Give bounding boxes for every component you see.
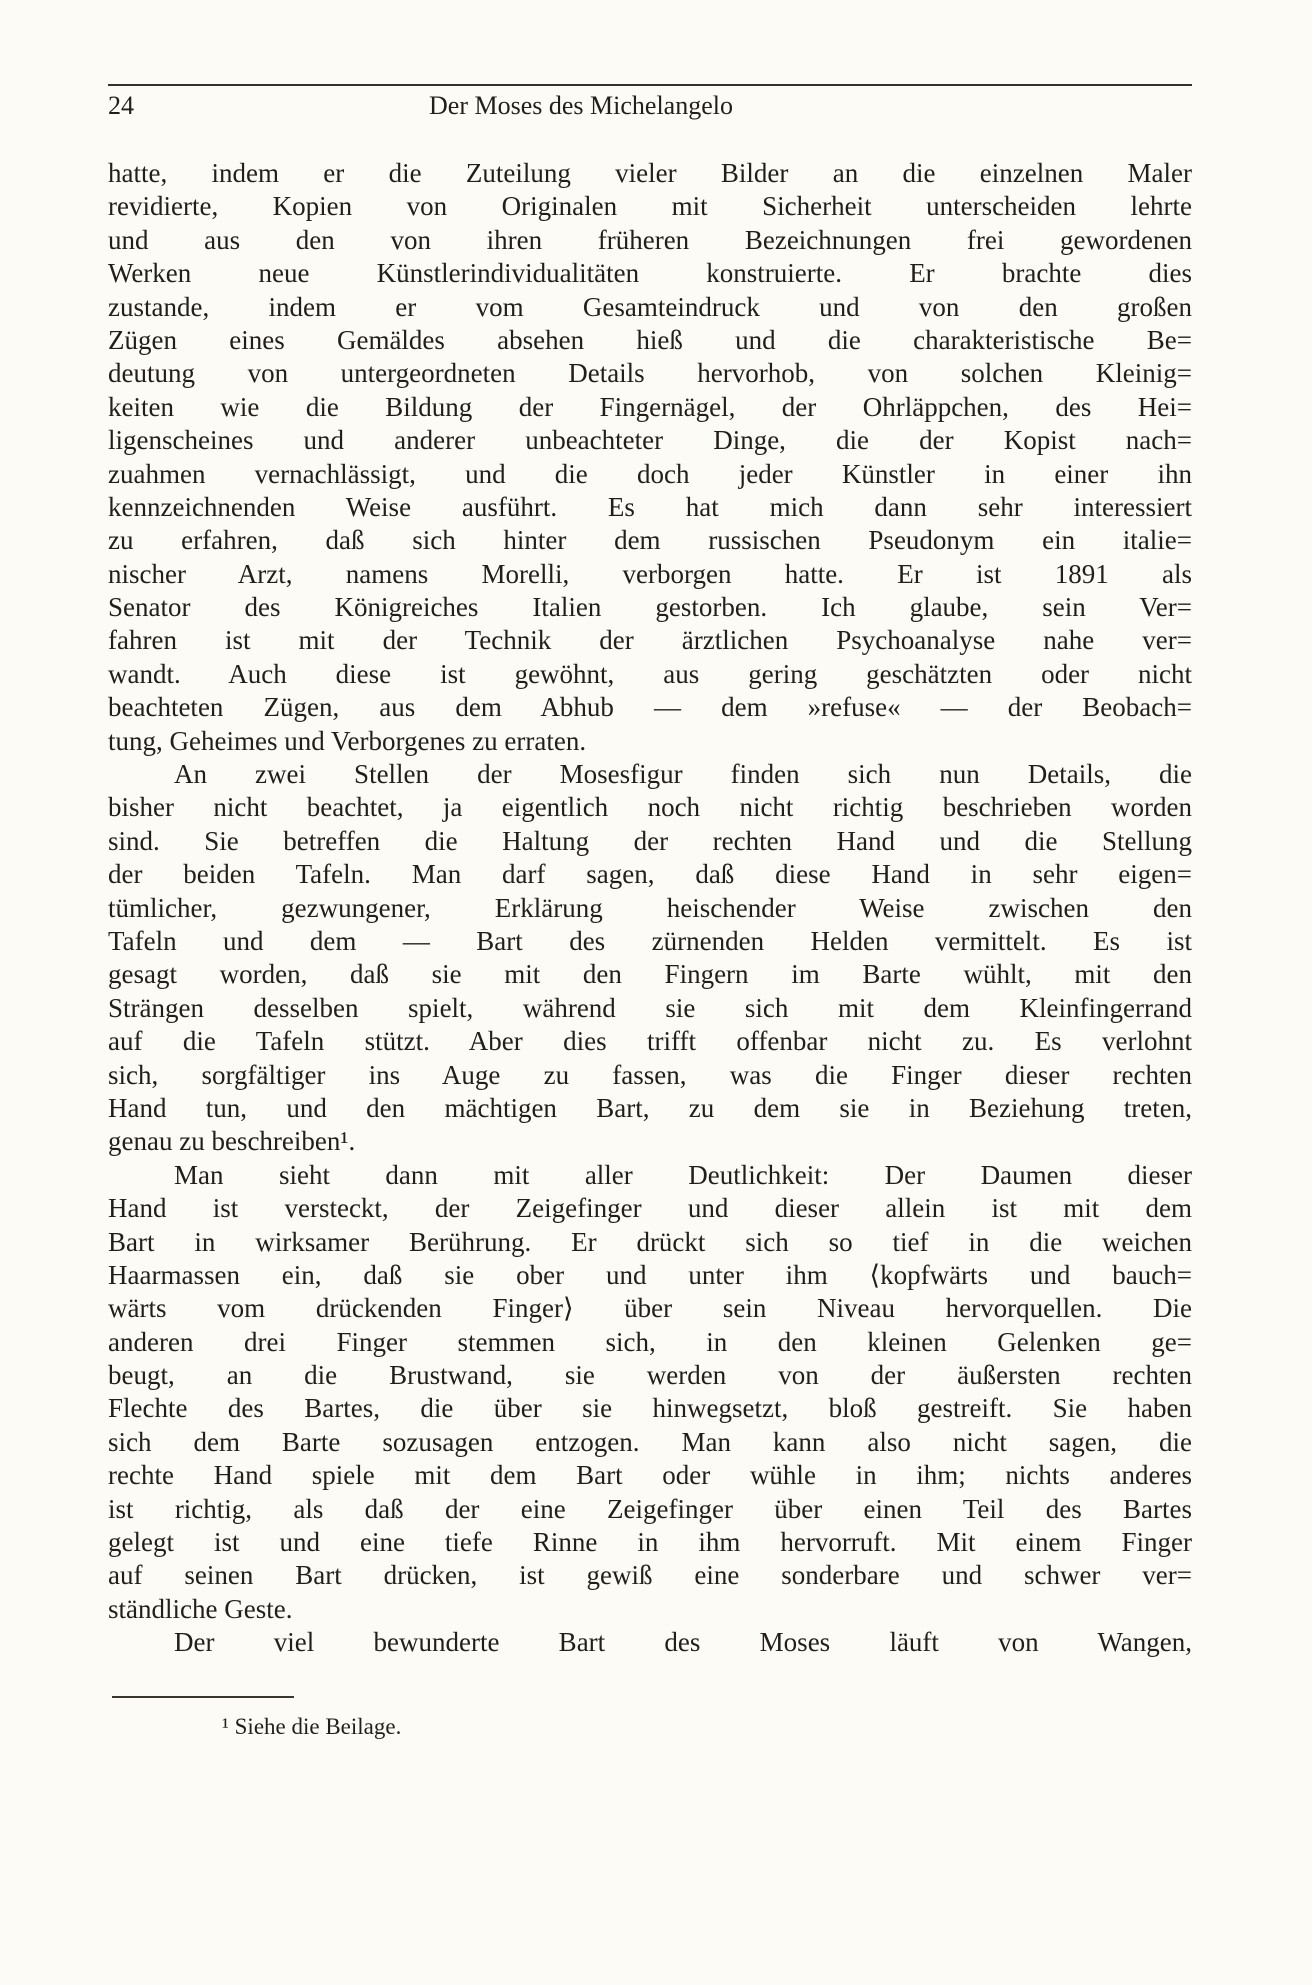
text-line: Man sieht dann mit aller Deutlichkeit: Der Daumen dieser: [174, 1159, 1192, 1190]
header-rule: [108, 84, 1192, 86]
text-line: Zügen eines Gemäldes absehen hieß und die charakteristische Be=: [108, 324, 1192, 355]
text-line: genau zu beschreiben¹.: [108, 1126, 356, 1157]
text-line: Bart in wirksamer Berührung. Er drückt sich so tief in die weichen: [108, 1226, 1192, 1257]
text-line: hatte, indem er die Zuteilung vieler Bilder an die einzelnen Maler: [108, 158, 1192, 188]
text-line: tung, Geheimes und Verborgenes zu erraten.: [108, 725, 587, 756]
text-line: fahren ist mit der Technik der ärztlichen Psychoanalyse nahe ver=: [108, 625, 1192, 656]
text-line: sich dem Barte sozusagen entzogen. Man kann also nicht sagen, die: [108, 1426, 1192, 1457]
footnote: [108, 1712, 1192, 1742]
text-line: nischer Arzt, namens Morelli, verborgen hatte. Er ist 1891 als: [108, 558, 1192, 589]
text-line: zustande, indem er vom Gesamteindruck und von den großen: [108, 291, 1192, 322]
text-block: [108, 84, 1192, 1742]
text-line: wärts vom drückenden Finger⟩ über sein Niveau hervorquellen. Die: [108, 1293, 1192, 1324]
running-title: Der Moses des Michelangelo: [429, 91, 733, 120]
text-line: bisher nicht beachtet, ja eigentlich noch nicht richtig beschrieben worden: [108, 792, 1192, 823]
text-line: sich, sorgfältiger ins Auge zu fassen, was die Finger dieser rechten: [108, 1059, 1192, 1090]
footnote-rule: [112, 1696, 294, 1698]
text-line: Hand tun, und den mächtigen Bart, zu dem sie in Beziehung treten,: [108, 1092, 1192, 1123]
text-line: beugt, an die Brustwand, sie werden von der äußersten rechten: [108, 1360, 1192, 1391]
text-line: Der viel bewunderte Bart des Moses läuft von Wangen,: [174, 1627, 1192, 1658]
text-line: Tafeln und dem — Bart des zürnenden Helden vermittelt. Es ist: [108, 925, 1192, 956]
body-text: [108, 157, 1192, 1660]
text-line: Flechte des Bartes, die über sie hinwegsetzt, bloß gestreift. Sie haben: [108, 1393, 1192, 1424]
text-line: revidierte, Kopien von Originalen mit Sicherheit unterscheiden lehrte: [108, 191, 1192, 222]
text-line: der beiden Tafeln. Man darf sagen, daß diese Hand in sehr eigen=: [108, 859, 1192, 890]
text-line: keiten wie die Bildung der Fingernägel, der Ohrläppchen, des Hei=: [108, 391, 1192, 422]
text-line: wandt. Auch diese ist gewöhnt, aus gering geschätzten oder nicht: [108, 658, 1192, 689]
text-line: Strängen desselben spielt, während sie sich mit dem Kleinfingerrand: [108, 992, 1192, 1023]
text-line: ständliche Geste.: [108, 1593, 293, 1624]
footnote-text: ¹ Siehe die Beilage.: [222, 1713, 402, 1739]
running-head: [108, 89, 1192, 125]
text-line: sind. Sie betreffen die Haltung der rechten Hand und die Stellung: [108, 825, 1192, 856]
text-line: tümlicher, gezwungener, Erklärung heischender Weise zwischen den: [108, 892, 1192, 923]
text-line: gesagt worden, daß sie mit den Fingern im Barte wühlt, mit den: [108, 959, 1192, 990]
text-line: anderen drei Finger stemmen sich, in den kleinen Gelenken ge=: [108, 1326, 1192, 1357]
text-line: kennzeichnenden Weise ausführt. Es hat mich dann sehr interessiert: [108, 491, 1192, 522]
text-line: An zwei Stellen der Mosesfigur finden sich nun Details, die: [174, 759, 1192, 790]
page-number: 24: [108, 91, 134, 120]
text-line: und aus den von ihren früheren Bezeichnungen frei gewordenen: [108, 224, 1192, 255]
text-line: gelegt ist und eine tiefe Rinne in ihm hervorruft. Mit einem Finger: [108, 1527, 1192, 1558]
text-line: zuahmen vernachlässigt, und die doch jeder Künstler in einer ihn: [108, 458, 1192, 489]
text-line: ist richtig, als daß der eine Zeigefinger über einen Teil des Bartes: [108, 1493, 1192, 1524]
text-line: deutung von untergeordneten Details hervorhob, von solchen Kleinig=: [108, 358, 1192, 389]
text-line: auf seinen Bart drücken, ist gewiß eine sonderbare und schwer ver=: [108, 1560, 1192, 1591]
text-line: Werken neue Künstlerindividualitäten konstruierte. Er brachte dies: [108, 258, 1192, 289]
text-line: rechte Hand spiele mit dem Bart oder wühle in ihm; nichts anderes: [108, 1460, 1192, 1491]
text-line: ligenscheines und anderer unbeachteter Dinge, die der Kopist nach=: [108, 425, 1192, 456]
text-line: auf die Tafeln stützt. Aber dies trifft offenbar nicht zu. Es verlohnt: [108, 1026, 1192, 1057]
text-line: zu erfahren, daß sich hinter dem russischen Pseudonym ein italie=: [108, 525, 1192, 556]
text-line: Haarmassen ein, daß sie ober und unter ihm ⟨kopfwärts und bauch=: [108, 1259, 1192, 1290]
text-line: Hand ist versteckt, der Zeigefinger und dieser allein ist mit dem: [108, 1193, 1192, 1224]
text-line: beachteten Zügen, aus dem Abhub — dem »refuse« — der Beobach=: [108, 692, 1192, 723]
text-line: Senator des Königreiches Italien gestorben. Ich glaube, sein Ver=: [108, 592, 1192, 623]
